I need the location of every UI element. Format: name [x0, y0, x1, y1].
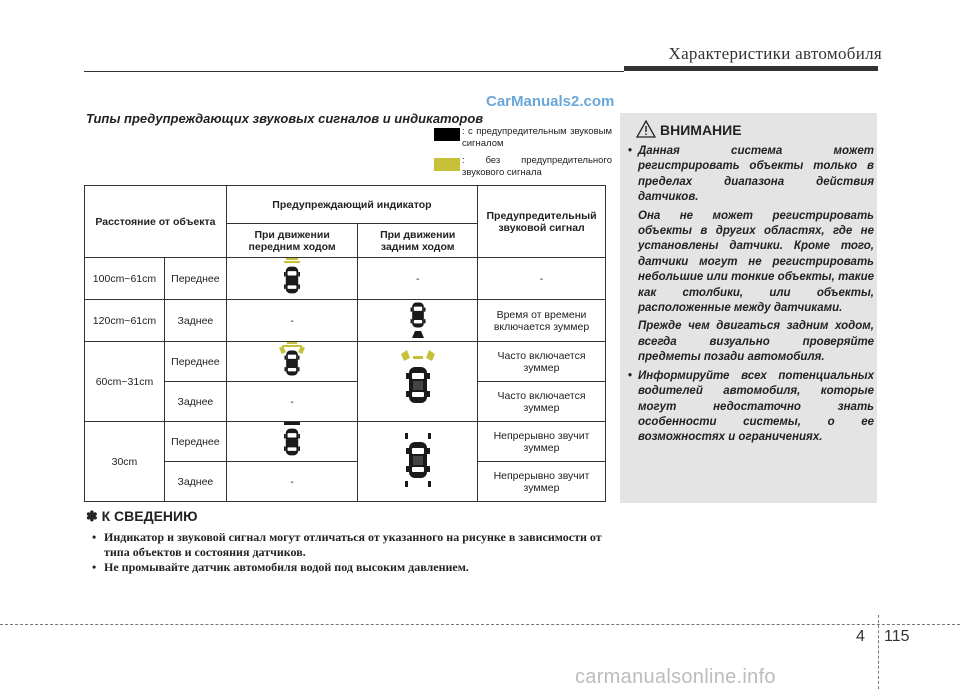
th-forward: При движении передним ходом	[226, 224, 358, 258]
header-title: Характеристики автомобиля	[668, 44, 882, 63]
note-body	[86, 530, 606, 575]
cell-sound: Время от времени включается зуммер	[478, 300, 606, 342]
cell-sound: Непрерывно звучит зуммер	[478, 462, 606, 502]
warning-text: • Информируйте всех потенциальных водителей автомобиля, которые могут недостаточно знать особенности системы, о ее возможностях и ограничениях.	[638, 369, 874, 444]
cell-forward-indicator	[226, 258, 358, 300]
warning-text: • Данная система может регистрировать объекты только в пределах диапазона действия датчиков.	[638, 145, 874, 204]
table-row	[85, 342, 606, 382]
footer-divider	[0, 624, 960, 625]
warning-text: Она не может регистрировать объекты в других областях, где не установлены датчики. Кроме того, датчики могут не регистрировать небольшие или тонкие объекты, такие как столбики, или объекты, расположенные между датчиками.	[638, 209, 874, 315]
warning-triangle-icon	[636, 120, 656, 138]
cell-distance: 30cm	[85, 422, 165, 502]
cell-reverse-indicator: -	[358, 258, 478, 300]
cell-reverse-indicator	[358, 342, 478, 422]
header-bar	[624, 66, 878, 71]
cell-forward-indicator	[226, 422, 358, 462]
note-item: • Не промывайте датчик автомобиля водой под высоким давлением.	[104, 560, 606, 575]
note-title: ✽ К СВЕДЕНИЮ	[86, 508, 198, 524]
legend-swatch-yellow	[434, 158, 460, 171]
legend-text-yellow: : без предупредительного звукового сигнала	[462, 155, 612, 178]
car-front-double-warning-icon	[277, 342, 307, 378]
car-close-all-sides-icon	[401, 431, 435, 489]
car-all-sides-warning-icon	[398, 348, 438, 412]
th-sound: Предупредительный звуковой сигнал	[478, 186, 606, 258]
table-row	[85, 258, 606, 300]
chapter-number: 4	[856, 628, 865, 645]
car-front-close-warning-icon	[280, 422, 304, 458]
cell-reverse-indicator	[358, 300, 478, 342]
cell-position: Переднее	[164, 422, 226, 462]
cell-distance: 100cm~61cm	[85, 258, 165, 300]
cell-position: Переднее	[164, 258, 226, 300]
footer-vertical-divider	[878, 615, 879, 689]
car-rear-warning-icon	[406, 300, 430, 338]
warning-text: Прежде чем двигаться задним ходом, всегда визуально проверяйте предметы позади автомобиля.	[638, 320, 874, 364]
watermark-top[interactable]: CarManuals2.com	[486, 93, 615, 110]
cell-sound: Часто включается зуммер	[478, 342, 606, 382]
cell-position: Заднее	[164, 300, 226, 342]
note-item: • Индикатор и звуковой сигнал могут отличаться от указанного на рисунке в зависимости от типа объектов и состояния датчиков.	[104, 530, 606, 560]
cell-position: Переднее	[164, 342, 226, 382]
legend-swatch-black	[434, 128, 460, 141]
th-reverse: При движении задним ходом	[358, 224, 478, 258]
cell-forward-indicator	[226, 342, 358, 382]
table-row	[85, 300, 606, 342]
cell-sound: -	[478, 258, 606, 300]
cell-position: Заднее	[164, 382, 226, 422]
cell-distance: 60cm~31cm	[85, 342, 165, 422]
section-title: Типы предупреждающих звуковых сигналов и индикаторов	[86, 111, 484, 126]
car-front-warning-icon	[280, 258, 304, 296]
cell-reverse-indicator	[358, 422, 478, 502]
warning-body	[624, 144, 874, 446]
cell-forward-indicator: -	[226, 462, 358, 502]
header-rule	[84, 71, 624, 72]
th-distance: Расстояние от объекта	[85, 186, 227, 258]
watermark-bottom[interactable]: carmanualsonline.info	[575, 666, 776, 688]
cell-sound: Часто включается зуммер	[478, 382, 606, 422]
cell-sound: Непрерывно звучит зуммер	[478, 422, 606, 462]
warning-item	[638, 369, 874, 446]
cell-distance: 120cm~61cm	[85, 300, 165, 342]
cell-forward-indicator: -	[226, 382, 358, 422]
legend-text-black: : с предупредительным звуковым сигналом	[462, 126, 612, 149]
table-row	[85, 422, 606, 462]
page-number: 115	[884, 628, 910, 645]
warning-item	[638, 144, 874, 366]
warning-table	[84, 185, 606, 502]
cell-forward-indicator: -	[226, 300, 358, 342]
th-indicator: Предупреждающий индикатор	[226, 186, 477, 224]
warning-title: ВНИМАНИЕ	[660, 122, 742, 138]
cell-position: Заднее	[164, 462, 226, 502]
